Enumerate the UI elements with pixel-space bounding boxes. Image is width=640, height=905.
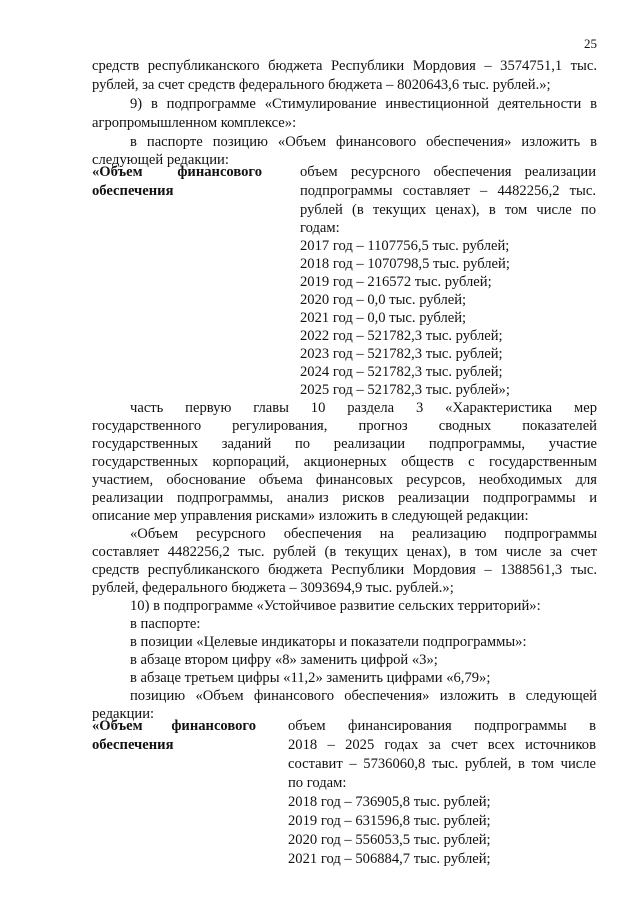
paragraph-line: редакции: [92, 706, 155, 722]
paragraph-line: агропромышленном комплексе»: [92, 115, 297, 131]
table-value-line: 2017 год – 1107756,5 тыс. рублей; [300, 238, 510, 254]
paragraph-line: средств республиканского бюджета Республики Мордовия – 1388561,3 тыс. [92, 562, 597, 578]
table-value-line: объем ресурсного обеспечения реализации [300, 164, 596, 180]
table-value-line: подпрограммы составляет – 4482256,2 тыс. [300, 183, 596, 199]
paragraph-line: составляет 4482256,2 тыс. рублей (в текущих ценах), в том числе за счет [92, 544, 597, 560]
table-value-line: составит – 5736060,8 тыс. рублей, в том числе [288, 756, 596, 772]
paragraph-line: позицию «Объем финансового обеспечения» изложить в следующей [130, 688, 597, 704]
paragraph-line: 9) в подпрограмме «Стимулирование инвестиционной деятельности в [130, 96, 597, 112]
paragraph-line: в паспорте: [130, 616, 201, 632]
paragraph-line: в абзаце третьем цифры «11,2» заменить цифрами «6,79»; [130, 670, 491, 686]
table-value-line: годам: [300, 220, 340, 236]
paragraph-line: средств республиканского бюджета Республики Мордовия – 3574751,1 тыс. [92, 58, 597, 74]
paragraph-line: рублей, за счет средств федерального бюджета – 8020643,6 тыс. рублей.»; [92, 77, 551, 93]
table-value-line: 2019 год – 216572 тыс. рублей; [300, 274, 492, 290]
paragraph-line: государственных заданий по реализации подпрограммы, участие [92, 436, 597, 452]
paragraph-line: следующей редакции: [92, 152, 229, 168]
paragraph-line: 10) в подпрограмме «Устойчивое развитие сельских территорий»: [130, 598, 541, 614]
paragraph-line: описание мер управления рисками» изложить в следующей редакции: [92, 508, 529, 524]
paragraph-line: государственного регулирования, прогноз сводных показателей [92, 418, 597, 434]
table-value-line: 2021 год – 506884,7 тыс. рублей; [288, 851, 491, 867]
paragraph-line: реализации подпрограммы, анализ рисков реализации подпрограммы и [92, 490, 597, 506]
table-row-label: обеспечения [92, 737, 174, 753]
paragraph-line: часть первую главы 10 раздела 3 «Характеристика мер [130, 400, 597, 416]
paragraph-line: в абзаце втором цифру «8» заменить цифрой «3»; [130, 652, 438, 668]
table-row-label: «Объем финансового [92, 718, 256, 734]
paragraph-line: в паспорте позицию «Объем финансового обеспечения» изложить в [130, 134, 597, 150]
table-value-line: 2020 год – 0,0 тыс. рублей; [300, 292, 467, 308]
table-row-label: обеспечения [92, 183, 174, 199]
paragraph-line: государственных корпораций, акционерных обществ с государственным [92, 454, 597, 470]
table-value-line: 2021 год – 0,0 тыс. рублей; [300, 310, 467, 326]
table-value-line: 2018 год – 1070798,5 тыс. рублей; [300, 256, 510, 272]
table-value-line: 2018 год – 736905,8 тыс. рублей; [288, 794, 491, 810]
table-value-line: 2024 год – 521782,3 тыс. рублей; [300, 364, 503, 380]
table-row-label: «Объем финансового [92, 164, 262, 180]
table-value-line: по годам: [288, 775, 347, 791]
paragraph-line: участием, обоснование объема финансовых ресурсов, необходимых для [92, 472, 597, 488]
paragraph-line: в позиции «Целевые индикаторы и показатели подпрограммы»: [130, 634, 527, 650]
paragraph-line: «Объем ресурсного обеспечения на реализацию подпрограммы [130, 526, 597, 542]
table-value-line: рублей (в текущих ценах), в том числе по [300, 202, 596, 218]
table-value-line: 2018 – 2025 годах за счет всех источников [288, 737, 596, 753]
table-value-line: 2020 год – 556053,5 тыс. рублей; [288, 832, 491, 848]
table-value-line: 2019 год – 631596,8 тыс. рублей; [288, 813, 491, 829]
table-value-line: 2022 год – 521782,3 тыс. рублей; [300, 328, 503, 344]
table-value-line: 2025 год – 521782,3 тыс. рублей»; [300, 382, 510, 398]
table-value-line: 2023 год – 521782,3 тыс. рублей; [300, 346, 503, 362]
paragraph-line: рублей, федерального бюджета – 3093694,9 тыс. рублей.»; [92, 580, 454, 596]
table-value-line: объем финансирования подпрограммы в [288, 718, 596, 734]
page-number: 25 [584, 36, 597, 51]
